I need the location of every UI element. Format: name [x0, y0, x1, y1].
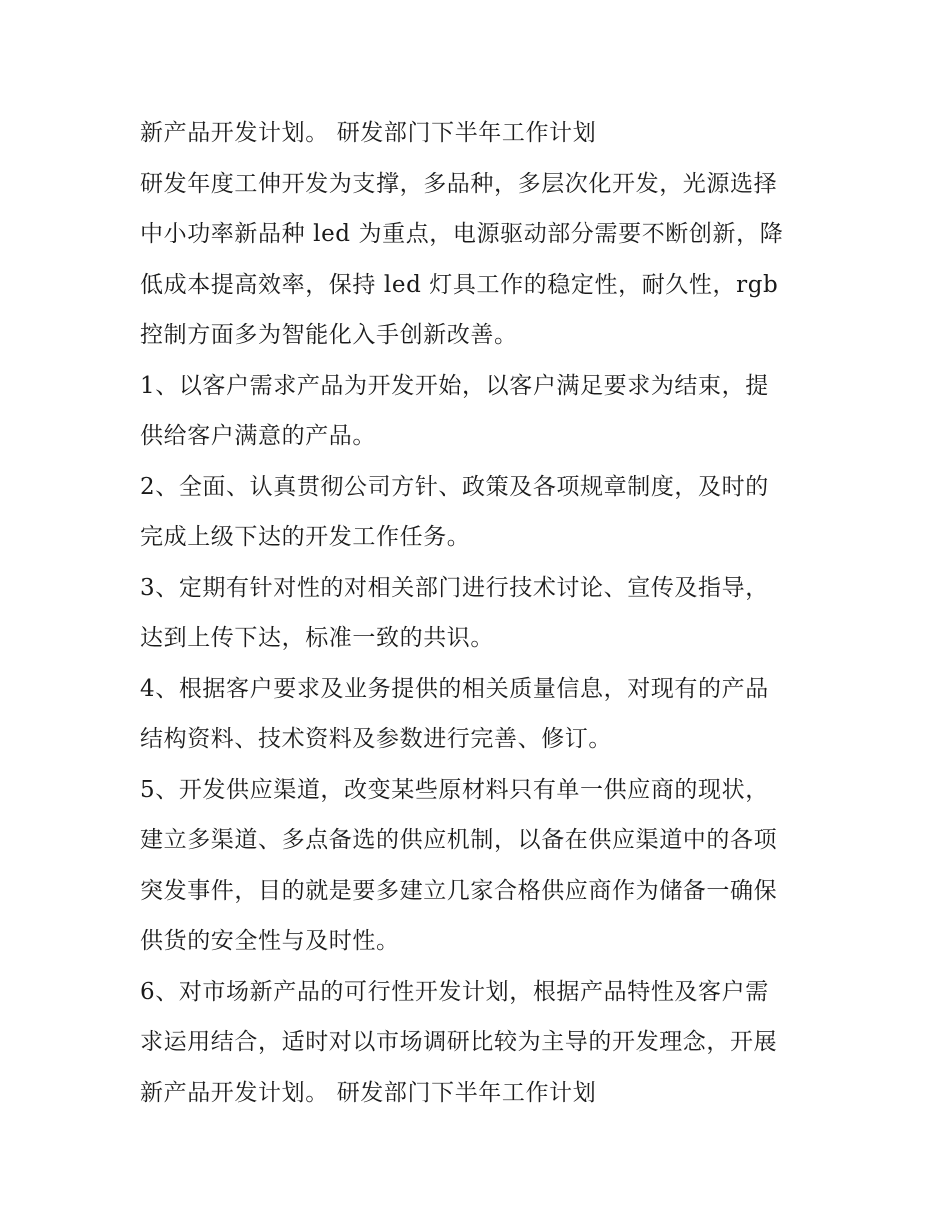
text-line: 建立多渠道、多点备选的供应机制，以备在供应渠道中的各项: [140, 827, 778, 853]
document-body: [140, 108, 820, 1118]
text-line: 2、全面、认真贯彻公司方针、政策及各项规章制度，及时的: [140, 473, 769, 500]
text-line: 达到上传下达，标准一致的共识。: [140, 625, 494, 651]
text-line: 低成本提高效率，保持 led 灯具工作的稳定性，耐久性，rgb: [140, 271, 779, 298]
text-line: 1、以客户需求产品为开发开始，以客户满足要求为结束，提: [140, 372, 769, 399]
text-line: 3、定期有针对性的对相关部门进行技术讨论、宣传及指导，: [140, 574, 769, 601]
text-line: 突发事件，目的就是要多建立几家合格供应商作为储备一确保: [140, 877, 778, 904]
text-line: 新产品开发计划。 研发部门下半年工作计划: [140, 120, 597, 146]
text-line: 供货的安全性与及时性。: [140, 928, 400, 954]
text-line: 完成上级下达的开发工作任务。: [140, 524, 471, 550]
text-line: 中小功率新品种 led 为重点，电源驱动部分需要不断创新，降: [140, 221, 784, 247]
text-line: 4、根据客户要求及业务提供的相关质量信息，对现有的产品: [140, 675, 769, 702]
text-line: 结构资料、技术资料及参数进行完善、修订。: [140, 726, 612, 752]
text-line: 控制方面多为智能化入手创新改善。: [140, 322, 518, 348]
text-line: 5、开发供应渠道，改变某些原材料只有单一供应商的现状，: [140, 776, 769, 803]
text-line: 研发年度工伸开发为支撑，多品种，多层次化开发，光源选择: [140, 170, 778, 197]
text-line: 求运用结合，适时对以市场调研比较为主导的开发理念，开展: [140, 1029, 778, 1055]
text-line: 6、对市场新产品的可行性开发计划，根据产品特性及客户需: [140, 978, 769, 1005]
text-line: 新产品开发计划。 研发部门下半年工作计划: [140, 1079, 597, 1106]
text-line: 供给客户满意的产品。: [140, 423, 376, 449]
